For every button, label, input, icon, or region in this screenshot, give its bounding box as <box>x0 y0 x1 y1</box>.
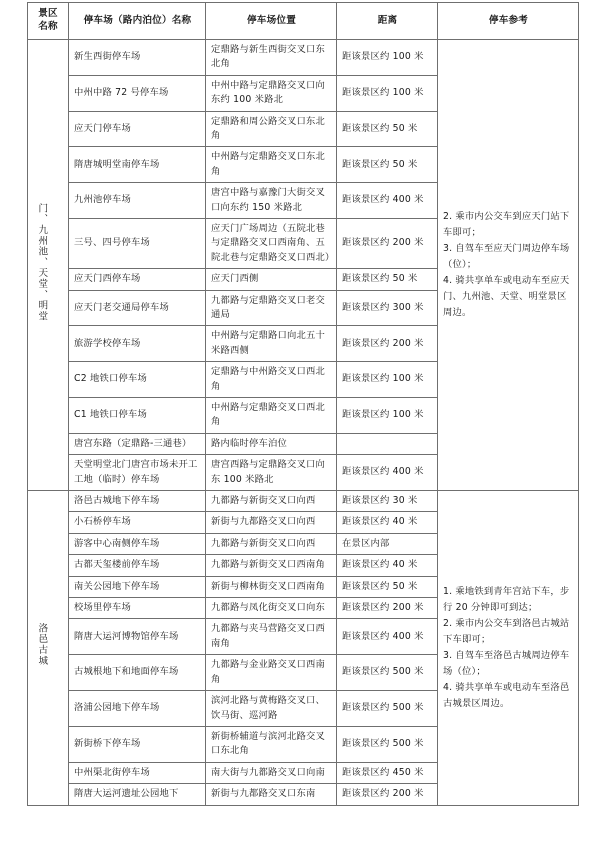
parking-lot-location: 新街与柳林街交叉口西南角 <box>206 576 337 597</box>
parking-lot-name: 中州渠北街停车场 <box>69 762 206 783</box>
parking-lot-distance: 距该景区约 500 米 <box>337 655 438 691</box>
parking-lot-location: 唐宫中路与嘉豫门大街交叉口向东约 150 米路北 <box>206 183 337 219</box>
parking-lots-table <box>27 2 579 806</box>
parking-lot-name: C1 地铁口停车场 <box>69 398 206 434</box>
parking-lot-name: 南关公园地下停车场 <box>69 576 206 597</box>
parking-lot-name: 新生西街停车场 <box>69 39 206 75</box>
parking-lot-distance: 在景区内部 <box>337 533 438 554</box>
parking-lot-distance: 距该景区约 100 米 <box>337 362 438 398</box>
parking-lot-distance: 距该景区约 200 米 <box>337 218 438 268</box>
parking-lot-distance: 距该景区约 50 米 <box>337 576 438 597</box>
parking-lot-distance: 距该景区约 40 米 <box>337 512 438 533</box>
parking-lot-name: 应天门西停车场 <box>69 269 206 290</box>
parking-lot-name: 隋唐城明堂南停车场 <box>69 147 206 183</box>
table-row <box>28 491 579 512</box>
parking-lot-distance: 距该景区约 200 米 <box>337 784 438 805</box>
parking-lot-distance: 距该景区约 400 米 <box>337 619 438 655</box>
parking-lot-distance: 距该景区约 450 米 <box>337 762 438 783</box>
column-header-reference: 停车参考 <box>438 3 579 40</box>
parking-lot-location: 应天门西侧 <box>206 269 337 290</box>
column-header-area-line2: 名称 <box>38 20 58 32</box>
parking-lot-name: 三号、四号停车场 <box>69 218 206 268</box>
parking-lot-distance: 距该景区约 500 米 <box>337 726 438 762</box>
parking-lot-location: 九都路与新街交叉口向西 <box>206 533 337 554</box>
column-header-name: 停车场（路内泊位）名称 <box>69 3 206 40</box>
parking-lot-name: 古城根地下和地面停车场 <box>69 655 206 691</box>
parking-reference-line: 3. 自驾车至应天门周边停车场（位）； <box>443 242 570 270</box>
scenic-area-cell <box>28 491 69 806</box>
parking-lot-distance <box>337 433 438 454</box>
parking-lot-name: 洛邑古城地下停车场 <box>69 491 206 512</box>
table-header-row <box>28 3 579 40</box>
parking-reference-cell <box>438 39 579 490</box>
parking-lot-location: 九都路与金业路交叉口西南角 <box>206 655 337 691</box>
parking-reference-line: 2. 乘市内公交车到应天门站下车即可； <box>443 211 570 238</box>
parking-lot-distance: 距该景区约 30 米 <box>337 491 438 512</box>
parking-lot-location: 中州路与定鼎路交叉口西北角 <box>206 398 337 434</box>
parking-lot-location: 九都路与夹马营路交叉口西南角 <box>206 619 337 655</box>
parking-lot-name: 游客中心南侧停车场 <box>69 533 206 554</box>
scenic-area-cell <box>28 39 69 490</box>
column-header-location: 停车场位置 <box>206 3 337 40</box>
parking-lot-name: 古都天玺楼前停车场 <box>69 555 206 576</box>
parking-lot-name: 隋唐大运河博物馆停车场 <box>69 619 206 655</box>
parking-lot-name: 应天门老交通局停车场 <box>69 290 206 326</box>
parking-lot-distance: 距该景区约 100 米 <box>337 75 438 111</box>
parking-lot-distance: 距该景区约 50 米 <box>337 269 438 290</box>
parking-lot-distance: 距该景区约 100 米 <box>337 39 438 75</box>
scenic-area-label: 门、九州池、天堂、明堂 <box>36 202 48 322</box>
parking-lot-name: 中州中路 72 号停车场 <box>69 75 206 111</box>
parking-reference-line: 1. 乘地铁到青年宫站下车，步行 20 分钟即可到达； <box>443 585 570 613</box>
parking-reference-line: 4. 骑共享单车或电动车至洛邑古城景区周边。 <box>443 681 570 709</box>
parking-lot-location: 九都路与新街交叉口西南角 <box>206 555 337 576</box>
column-header-distance: 距离 <box>337 3 438 40</box>
parking-reference-cell <box>438 491 579 806</box>
parking-lot-distance: 距该景区约 200 米 <box>337 326 438 362</box>
parking-lot-name: 洛浦公园地下停车场 <box>69 691 206 727</box>
parking-lot-distance: 距该景区约 50 米 <box>337 147 438 183</box>
parking-lot-distance: 距该景区约 40 米 <box>337 555 438 576</box>
parking-lot-location: 九都路与新街交叉口向西 <box>206 491 337 512</box>
parking-lot-location: 九都路与定鼎路交叉口老交通局 <box>206 290 337 326</box>
parking-lot-name: 旅游学校停车场 <box>69 326 206 362</box>
parking-lot-location: 新街与九都路交叉口向西 <box>206 512 337 533</box>
parking-lot-distance: 距该景区约 50 米 <box>337 111 438 147</box>
parking-lot-location: 新街与九都路交叉口东南 <box>206 784 337 805</box>
parking-lot-location: 路内临时停车泊位 <box>206 433 337 454</box>
parking-lot-name: 唐宫东路（定鼎路-三通巷） <box>69 433 206 454</box>
parking-reference-line: 2. 乘市内公交车到洛邑古城站下车即可； <box>443 617 570 645</box>
parking-lot-location: 滨河北路与黄梅路交叉口、饮马街、巡河路 <box>206 691 337 727</box>
parking-lot-location: 应天门广场周边（五院北巷与定鼎路交叉口西南角、五院北巷与定鼎路交叉口西北） <box>206 218 337 268</box>
parking-lot-location: 定鼎路和周公路交叉口东北角 <box>206 111 337 147</box>
parking-lot-name: C2 地铁口停车场 <box>69 362 206 398</box>
parking-lot-name: 隋唐大运河遗址公园地下 <box>69 784 206 805</box>
parking-lot-name: 新街桥下停车场 <box>69 726 206 762</box>
parking-lot-location: 中州中路与定鼎路交叉口向东约 100 米路北 <box>206 75 337 111</box>
column-header-area-line1: 景区 <box>38 8 58 19</box>
parking-lot-name: 应天门停车场 <box>69 111 206 147</box>
parking-lot-distance: 距该景区约 500 米 <box>337 691 438 727</box>
parking-lot-location: 中州路与定鼎路口向北五十米路西侧 <box>206 326 337 362</box>
table-row <box>28 39 579 75</box>
parking-lot-name: 九州池停车场 <box>69 183 206 219</box>
parking-lot-location: 唐宫西路与定鼎路交叉口向东 100 米路北 <box>206 455 337 491</box>
parking-lot-location: 九都路与凤化街交叉口向东 <box>206 598 337 619</box>
parking-lot-location: 定鼎路与新生西街交叉口东北角 <box>206 39 337 75</box>
parking-lot-location: 定鼎路与中州路交叉口西北角 <box>206 362 337 398</box>
parking-lot-name: 天堂明堂北门唐宫市场未开工工地（临时）停车场 <box>69 455 206 491</box>
parking-lot-distance: 距该景区约 100 米 <box>337 398 438 434</box>
parking-lot-distance: 距该景区约 400 米 <box>337 183 438 219</box>
parking-reference-line: 3. 自驾车至洛邑古城周边停车场（位）； <box>443 649 570 677</box>
column-header-area <box>28 3 69 40</box>
parking-lot-name: 校场里停车场 <box>69 598 206 619</box>
parking-lot-location: 南大街与九都路交叉口向南 <box>206 762 337 783</box>
parking-reference-line: 4. 骑共享单车或电动车至应天门、九州池、天堂、明堂景区周边。 <box>443 274 570 318</box>
parking-lot-distance: 距该景区约 300 米 <box>337 290 438 326</box>
parking-lot-distance: 距该景区约 400 米 <box>337 455 438 491</box>
parking-lot-location: 中州路与定鼎路交叉口东北角 <box>206 147 337 183</box>
parking-lot-location: 新街桥辅道与滨河北路交叉口东北角 <box>206 726 337 762</box>
scenic-area-label: 洛邑古城 <box>36 623 48 667</box>
parking-lot-name: 小石桥停车场 <box>69 512 206 533</box>
parking-lot-distance: 距该景区约 200 米 <box>337 598 438 619</box>
